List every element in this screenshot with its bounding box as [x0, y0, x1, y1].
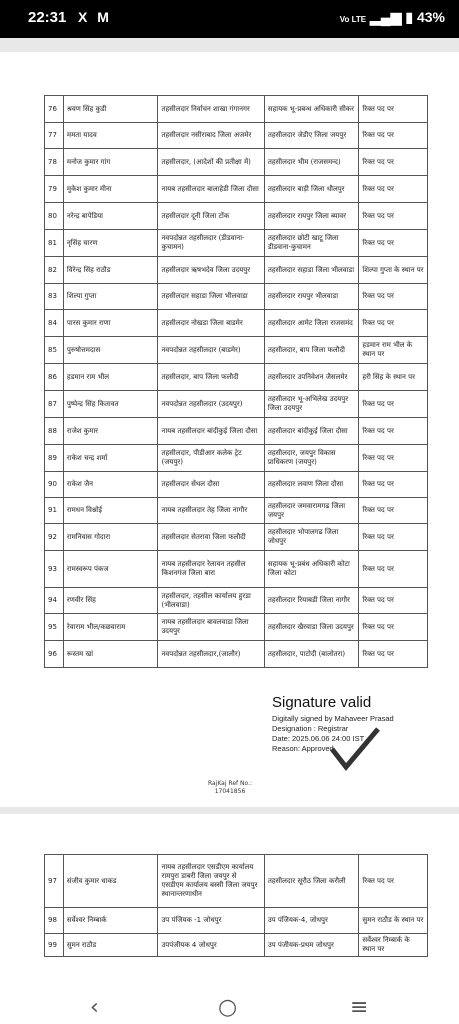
cell-from: नायब तहसीलदार बावलवाडा जिला उदयपुर [158, 614, 264, 641]
cell-name: सुमन राठौड [63, 934, 158, 957]
cell-to: तहसीलदार बाड़ी जिला धौलपुर [264, 176, 359, 203]
cell-remark: हरी सिंह के स्थान पर [359, 364, 428, 391]
cell-no: 83 [45, 284, 64, 310]
status-time: 22:31 [28, 9, 67, 26]
cell-remark: रिक्त पद पर [359, 498, 428, 524]
cell-name: नृसिंह चारण [63, 230, 158, 257]
cell-no: 78 [45, 149, 64, 176]
table-row [45, 445, 428, 472]
cell-name: राकेश चन्द्र शर्मा [63, 445, 158, 472]
signature-title: Signature valid [272, 694, 372, 711]
cell-from: नायब तहसीलदार बांदीकुई जिला दौसा [158, 418, 264, 445]
cell-remark: रिक्त पद पर [359, 391, 428, 418]
cell-name: हडमान राम भील [63, 364, 158, 391]
cell-no: 77 [45, 123, 64, 149]
cell-no: 93 [45, 551, 64, 588]
reference-label: RajKaj Ref No.: [207, 780, 253, 787]
table-row [45, 498, 428, 524]
rajkaj-reference [200, 780, 260, 796]
table-row [45, 364, 428, 391]
cell-no: 99 [45, 934, 64, 957]
signature-line-3: Date: 2025.06.06 24:00 IST [272, 734, 365, 743]
cell-to: सहायक भू-प्रबंध अधिकारी कोटा जिला कोटा [264, 551, 359, 588]
battery-icon: ▮ [405, 9, 414, 25]
cell-name: रेवाराम भील/कछवाराम [63, 614, 158, 641]
table-row [45, 123, 428, 149]
cell-name: मनोज कुमार गांग [63, 149, 158, 176]
cell-remark: रिक्त पद पर [359, 418, 428, 445]
cell-from: नवपदोन्नत तहसीलदार (बाडमेर) [158, 337, 264, 364]
cell-remark: रिक्त पद पर [359, 551, 428, 588]
cell-to: तहसीलदार जमवारामगढ जिला जयपुर [264, 498, 359, 524]
reference-number: 17041856 [214, 788, 246, 795]
cell-from: तहसीलदार, बाप जिला फलौदी [158, 364, 264, 391]
cell-no: 89 [45, 445, 64, 472]
cell-remark: रिक्त पद पर [359, 96, 428, 123]
cell-no: 97 [45, 855, 64, 908]
cell-from: उप पंजियक -1 जोधपुर [158, 908, 264, 934]
cell-remark: रिक्त पद पर [359, 614, 428, 641]
cell-no: 85 [45, 337, 64, 364]
cell-name: मुकेश कुमार मीना [63, 176, 158, 203]
cell-no: 84 [45, 310, 64, 337]
cell-no: 81 [45, 230, 64, 257]
cell-to: तहसीलदार लवाण जिला दौसा [264, 472, 359, 498]
cell-name: राजेश कुमार [63, 418, 158, 445]
table-row [45, 149, 428, 176]
cell-remark: रिक्त पद पर [359, 149, 428, 176]
table-row [45, 551, 428, 588]
cell-from: तहसीलदार नोखडा जिला बाडमेर [158, 310, 264, 337]
cell-from: तहसीलदार, पीडीआर कलेक ट्रेट (जयपुर) [158, 445, 264, 472]
cell-name: श्रवण सिंह कुडी [63, 96, 158, 123]
cell-from: नायब तहसीलदार रेलावन तहसील किशनगंज जिला बारा [158, 551, 264, 588]
cell-to: तहसीलदार, बाप जिला फलौदी [264, 337, 359, 364]
cell-to: तहसीलदार रायपुर जिला ब्यावर [264, 203, 359, 230]
cell-remark: रिक्त पद पर [359, 524, 428, 551]
cell-no: 82 [45, 257, 64, 284]
document-page-2 [0, 814, 459, 993]
cell-from: नायब तहसीलदार बालाहेडी जिला दौसा [158, 176, 264, 203]
cell-from: तहसीलदार सेतरावा जिला फलौदी [158, 524, 264, 551]
cell-to: तहसीलदार खैरवाडा जिला उदयपुर [264, 614, 359, 641]
cell-no: 91 [45, 498, 64, 524]
cell-to: तहसीलदार सहाडा जिला भीलवाडा [264, 257, 359, 284]
cell-from: नवपदोन्नत तहसीलदार (डीडवाना-कुचामन) [158, 230, 264, 257]
cell-to: तहसीलदार सूरौठ जिला करौली [264, 855, 359, 908]
cell-remark: रिक्त पद पर [359, 284, 428, 310]
notification-icons: X M [78, 9, 112, 25]
cell-no: 76 [45, 96, 64, 123]
table-row [45, 908, 428, 934]
cell-name: रामधन विश्नोई [63, 498, 158, 524]
table-row [45, 257, 428, 284]
cell-name: राकेश जैन [63, 472, 158, 498]
cell-to: उप पंजीयक-प्रथम जोधपुर [264, 934, 359, 957]
cell-name: नरेन्द्र बापेडिया [63, 203, 158, 230]
table-row [45, 641, 428, 668]
cell-to: तहसीलदार रायपुर भीलवाडा [264, 284, 359, 310]
back-button[interactable]: ‹ [90, 995, 99, 1020]
table-row [45, 934, 428, 957]
table-row [45, 472, 428, 498]
cell-remark: रिक्त पद पर [359, 176, 428, 203]
cell-name: रणवीर सिंह [63, 588, 158, 614]
document-page-1 [0, 52, 459, 807]
cell-name: शिल्पा गुप्ता [63, 284, 158, 310]
cell-remark: रिक्त पद पर [359, 445, 428, 472]
network-indicator: Vo LTE [339, 15, 367, 24]
table-row [45, 310, 428, 337]
cell-from: नायब तहसीलदार एसडीएम कार्यालय रामपुरा डाबरी जिला जयपुर से एसडीएम कार्यालय बस्सी जिला जयपुर स्थानान्तरणाधीन [158, 855, 264, 908]
table-row [45, 524, 428, 551]
cell-remark: सुमन राठौड के स्थान पर [359, 908, 428, 934]
status-bar [0, 0, 459, 38]
cell-name: रूस्तम खां [63, 641, 158, 668]
cell-remark: रिक्त पद पर [359, 588, 428, 614]
cell-to: सहायक भू-प्रबन्ध अधिकारी सीकर [264, 96, 359, 123]
cell-remark: शिल्पा गुप्ता के स्थान पर [359, 257, 428, 284]
cell-remark: रिक्त पद पर [359, 855, 428, 908]
cell-no: 88 [45, 418, 64, 445]
cell-remark: रिक्त पद पर [359, 230, 428, 257]
cell-to: तहसीलदार रियाबडी जिला नागौर [264, 588, 359, 614]
cell-name: ममता यादव [63, 123, 158, 149]
signal-icon: ▂▄▆ [370, 9, 402, 25]
signature-line-1: Digitally signed by Mahaveer Prasad [272, 714, 394, 723]
cell-remark: रिक्त पद पर [359, 472, 428, 498]
cell-from: तहसीलदार निर्वाचन शाखा गंगानगर [158, 96, 264, 123]
cell-remark: रिक्त पद पर [359, 641, 428, 668]
android-nav-bar [0, 993, 459, 1024]
cell-to: तहसीलदार भू-अभिलेख उदयपुर जिला उदयपुर [264, 391, 359, 418]
cell-remark: हडमान राम भील के स्थान पर [359, 337, 428, 364]
cell-remark: सर्वेश्वर निम्बार्क के स्थान पर [359, 934, 428, 957]
cell-from: नवपदोन्नत तहसीलदार (उदयपुर) [158, 391, 264, 418]
cell-name: पुरुषोत्तमदास [63, 337, 158, 364]
cell-from: तहसीलदार, तहसील कार्यालय हुरडा (भीलवाडा) [158, 588, 264, 614]
document-viewer[interactable] [0, 38, 459, 993]
cell-name: रामस्वरूप पंकज [63, 551, 158, 588]
cell-from: तहसीलदार दूनी जिला टोंक [158, 203, 264, 230]
cell-remark: रिक्त पद पर [359, 310, 428, 337]
cell-no: 79 [45, 176, 64, 203]
cell-from: नायब तहसीलदार तेह जिला नागौर [158, 498, 264, 524]
cell-no: 90 [45, 472, 64, 498]
cell-to: उप पंजियक-4, जोधपुर [264, 908, 359, 934]
cell-no: 87 [45, 391, 64, 418]
battery-percent: 43% [416, 9, 445, 25]
cell-to: तहसीलदार उपनिवेशन जैसलमेर [264, 364, 359, 391]
table-row [45, 337, 428, 364]
table-row [45, 96, 428, 123]
cell-to: तहसीलदार बांदीकुई जिला दौसा [264, 418, 359, 445]
cell-from: तहसीलदार नसीराबाद जिला अजमेर [158, 123, 264, 149]
status-indicators [340, 9, 445, 26]
signature-line-2: Designation : Registrar [272, 724, 349, 733]
cell-to: तहसीलदार भोपालगढ जिला जोधपुर [264, 524, 359, 551]
transfer-table-page-1 [44, 95, 428, 668]
cell-name: पारस कुमार राणा [63, 310, 158, 337]
table-row [45, 391, 428, 418]
home-button[interactable]: ○ [218, 995, 238, 1020]
cell-from: तहसीलदार, (आदेशों की प्रतीक्षा में) [158, 149, 264, 176]
cell-no: 86 [45, 364, 64, 391]
cell-remark: रिक्त पद पर [359, 123, 428, 149]
signature-check-icon [330, 727, 380, 771]
cell-no: 95 [45, 614, 64, 641]
table-row [45, 176, 428, 203]
table-row [45, 230, 428, 257]
cell-from: नवपदोन्नत तहसीलदार,(जालौर) [158, 641, 264, 668]
cell-name: रामनिवास गोदारा [63, 524, 158, 551]
cell-to: तहसीलदार भीम (राजसमन्द) [264, 149, 359, 176]
table-row [45, 614, 428, 641]
cell-to: तहसीलदार छोटी खाटू जिला डीडवाना-कुचामन [264, 230, 359, 257]
cell-to: तहसीलदार, पाटोदी (बालोतरा) [264, 641, 359, 668]
cell-name: सर्वेश्वर निम्बार्क [63, 908, 158, 934]
cell-no: 92 [45, 524, 64, 551]
table-row [45, 418, 428, 445]
cell-to: तहसीलदार आमेट जिला राजसमंद [264, 310, 359, 337]
signature-line-4: Reason: Approved [272, 744, 334, 753]
cell-from: तहसीलदार सहाडा जिला भीलवाडा [158, 284, 264, 310]
cell-name: पुष्पेन्द्र सिंह कितावत [63, 391, 158, 418]
cell-no: 94 [45, 588, 64, 614]
cell-name: विरेन्द्र सिंह राठौड [63, 257, 158, 284]
recents-button[interactable]: ≡ [350, 995, 369, 1020]
cell-from: तहसीलदार सेंथल दौसा [158, 472, 264, 498]
table-row [45, 855, 428, 908]
table-row [45, 203, 428, 230]
table-row [45, 284, 428, 310]
cell-from: तहसीलदार ऋषभदेव जिला उदयपुर [158, 257, 264, 284]
cell-from: उपपंजीयक 4 जोधपुर [158, 934, 264, 957]
cell-to: तहसीलदार जेडीए जिला जयपुर [264, 123, 359, 149]
cell-to: तहसीलदार, जयपुर विकास प्राधिकरण (जयपुर) [264, 445, 359, 472]
cell-no: 80 [45, 203, 64, 230]
cell-no: 96 [45, 641, 64, 668]
cell-no: 98 [45, 908, 64, 934]
cell-name: संजीव कुमार धाकड [63, 855, 158, 908]
cell-remark: रिक्त पद पर [359, 203, 428, 230]
transfer-table-page-2 [44, 854, 428, 957]
table-row [45, 588, 428, 614]
